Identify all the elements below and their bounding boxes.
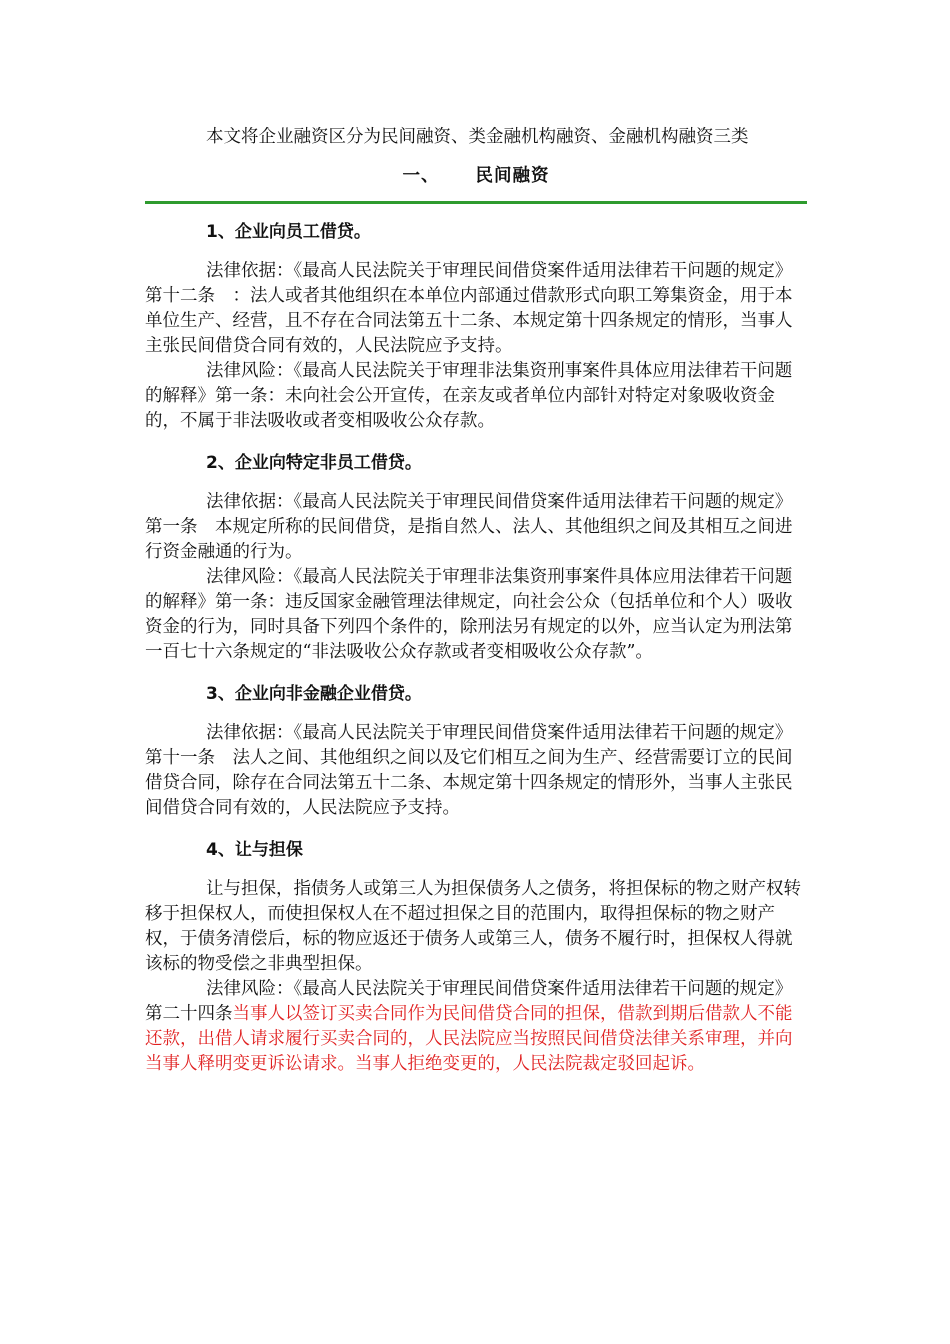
item-3 xyxy=(145,682,807,821)
legal-basis-paragraph: 法律依据：《最高人民法院关于审理民间借贷案件适用法律若干问题的规定》第十二条 ：法人或者其他组织在本单位内部通过借款形式向职工筹集资金，用于本单位生产、经营，且不存在合同法第五十二条、本规定第十四条规定的情形，当事人主张民间借贷合同有效的，人民法院应予支持。 xyxy=(145,261,793,356)
legal-risk-paragraph: 法律风险：《最高人民法院关于审理非法集资刑事案件具体应用法律若干问题的解释》第一条：未向社会公开宣传，在亲友或者单位内部针对特定对象吸收资金的，不属于非法吸收或者变相吸收公众存款。 xyxy=(145,361,793,431)
document-body xyxy=(145,125,807,1094)
risk-highlight: 当事人以签订买卖合同作为民间借贷合同的担保，借款到期后借款人不能还款，出借人请求履行买卖合同的，人民法院应当按照民间借贷法律关系审理，并向当事人释明变更诉讼请求。当事人拒绝变更的，人民法院裁定驳回起诉。 xyxy=(145,1004,793,1074)
legal-risk-paragraph xyxy=(145,977,807,1077)
section-title: 民间融资 xyxy=(475,166,550,186)
section-heading xyxy=(145,164,807,189)
legal-basis-paragraph: 法律依据：《最高人民法院关于审理民间借贷案件适用法律若干问题的规定》第一条 本规定所称的民间借贷，是指自然人、法人、其他组织之间及其相互之间进行资金融通的行为。 xyxy=(145,492,793,562)
legal-basis-paragraph: 法律依据：《最高人民法院关于审理民间借贷案件适用法律若干问题的规定》第十一条 法人之间、其他组织之间以及它们相互之间为生产、经营需要订立的民间借贷合同，除存在合同法第五十二条、本规定第十四条规定的情形外，当事人主张民间借贷合同有效的，人民法院应予支持。 xyxy=(145,723,793,818)
section-number: 一、 xyxy=(402,166,440,186)
item-heading: 4、让与担保 xyxy=(206,840,303,860)
item-heading: 3、企业向非金融企业借贷。 xyxy=(206,684,422,704)
item-1 xyxy=(145,220,807,434)
legal-risk-paragraph: 法律风险：《最高人民法院关于审理非法集资刑事案件具体应用法律若干问题的解释》第一条：违反国家金融管理法律规定，向社会公众（包括单位和个人）吸收资金的行为，同时具备下列四个条件的，除刑法另有规定的以外，应当认定为刑法第一百七十六条规定的“非法吸收公众存款或者变相吸收公众存款”。 xyxy=(145,567,793,662)
item-4 xyxy=(145,838,807,1077)
section-divider xyxy=(145,201,807,204)
risk-lead: 法律风险：《最高人民法院关于审理民间借贷案件适用法律若干问题的规定》第二十四条 xyxy=(145,979,793,1024)
intro-paragraph: 本文将企业融资区分为民间融资、类金融机构融资、金融机构融资三类 xyxy=(206,127,749,147)
definition-paragraph: 让与担保，指债务人或第三人为担保债务人之债务，将担保标的物之财产权转移于担保权人，而使担保权人在不超过担保之目的范围内，取得担保标的物之财产权，于债务清偿后，标的物应返还于债务人或第三人，债务不履行时，担保权人得就该标的物受偿之非典型担保。 xyxy=(145,879,801,974)
item-2 xyxy=(145,451,807,665)
item-heading: 2、企业向特定非员工借贷。 xyxy=(206,453,422,473)
item-heading: 1、企业向员工借贷。 xyxy=(206,222,371,242)
